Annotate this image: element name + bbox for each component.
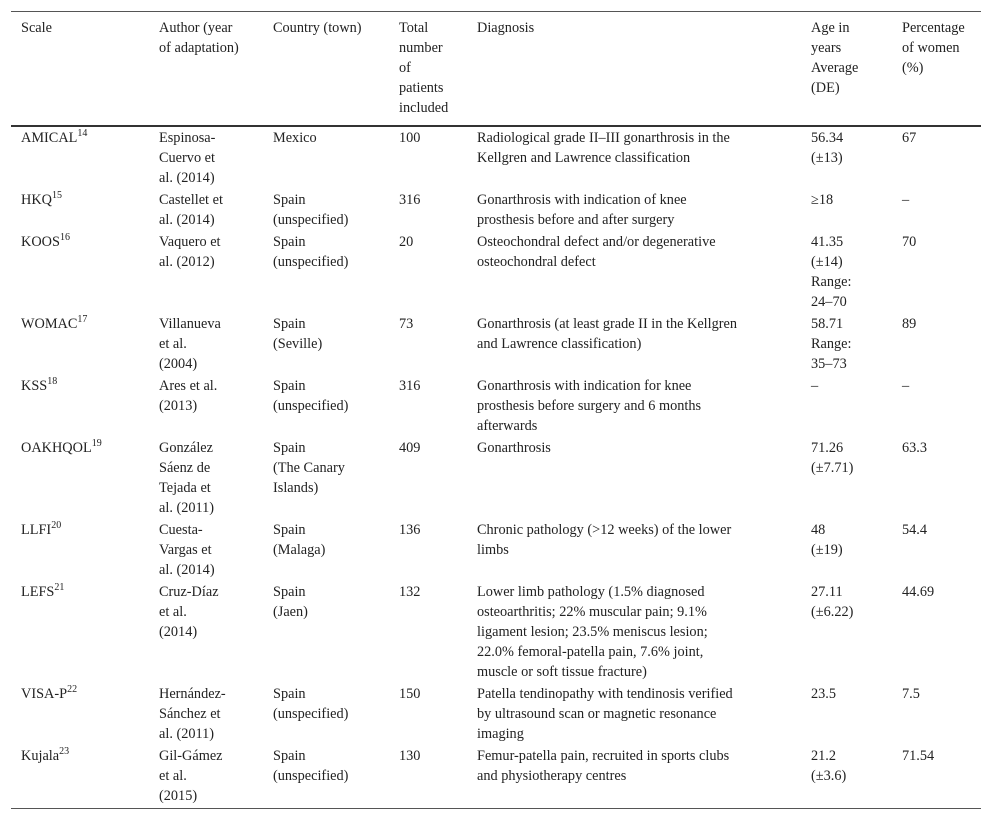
cell-line: 48 — [811, 522, 826, 538]
country-cell — [263, 374, 389, 436]
cell-line: (2015) — [159, 788, 198, 804]
reference-superscript: 14 — [77, 128, 88, 139]
cell-line: included — [399, 100, 449, 116]
age-cell — [801, 682, 892, 744]
cell-line: patients — [399, 80, 444, 96]
cell-line: Ares et al. — [159, 378, 218, 394]
scale-name: KOOS — [21, 234, 60, 250]
cell-line: (unspecified) — [273, 398, 349, 414]
reference-superscript: 20 — [51, 520, 62, 531]
scale-cell — [11, 312, 149, 374]
scale-cell — [11, 374, 149, 436]
diagnosis-cell — [467, 126, 801, 188]
cell-line: Range: — [811, 274, 852, 290]
cell-line: (Seville) — [273, 336, 323, 352]
header-diagnosis — [467, 12, 801, 127]
diagnosis-cell — [467, 436, 801, 518]
scale-name: LEFS — [21, 584, 55, 600]
country-cell — [263, 436, 389, 518]
total-cell: 20 — [399, 234, 414, 250]
cell-line: limbs — [477, 542, 509, 558]
scale-cell — [11, 682, 149, 744]
cell-line: Author (year — [159, 20, 233, 36]
country-cell — [263, 230, 389, 312]
header-author — [149, 12, 263, 127]
age-cell — [801, 580, 892, 682]
cell-line: al. (2014) — [159, 212, 215, 228]
diagnosis-cell — [467, 374, 801, 436]
cell-line: et al. — [159, 768, 187, 784]
header-women — [892, 12, 981, 127]
total-cell: 136 — [399, 522, 421, 538]
header-total — [389, 12, 467, 127]
cell-line: Gonarthrosis with indication for knee — [477, 378, 692, 394]
scale-name: Kujala — [21, 748, 60, 764]
country-cell — [263, 518, 389, 580]
cell-line: – — [811, 378, 819, 394]
cell-line: Diagnosis — [477, 20, 535, 36]
author-cell — [149, 312, 263, 374]
cell-line: Mexico — [273, 130, 317, 146]
cell-line: Osteochondral defect and/or degenerative — [477, 234, 716, 250]
age-cell — [801, 126, 892, 188]
cell-line: al. (2011) — [159, 726, 215, 742]
total-cell: 132 — [399, 584, 421, 600]
diagnosis-cell — [467, 312, 801, 374]
cell-line: number — [399, 40, 443, 56]
country-cell — [263, 580, 389, 682]
cell-line: Cuesta- — [159, 522, 203, 538]
cell-line: al. (2014) — [159, 170, 215, 186]
scale-cell — [11, 188, 149, 230]
total-cell: 150 — [399, 686, 421, 702]
cell-line: Gonarthrosis with indication of knee — [477, 192, 687, 208]
cell-line: 71.26 — [811, 440, 844, 456]
cell-line: (±13) — [811, 150, 843, 166]
reference-superscript: 21 — [54, 582, 65, 593]
cell-line: Sáenz de — [159, 460, 211, 476]
total-cell: 316 — [399, 192, 421, 208]
cell-line: 27.11 — [811, 584, 843, 600]
cell-line: (Malaga) — [273, 542, 326, 558]
scale-name: KSS — [21, 378, 48, 394]
cell-line: prosthesis before surgery and 6 months — [477, 398, 702, 414]
table-row — [11, 230, 981, 312]
diagnosis-cell — [467, 188, 801, 230]
cell-line: osteoarthritis; 22% muscular pain; 9.1% — [477, 604, 707, 620]
header-row — [11, 12, 981, 127]
cell-line: Gonarthrosis (at least grade II in the Kellgren — [477, 316, 738, 332]
table-row — [11, 682, 981, 744]
author-cell — [149, 126, 263, 188]
country-cell — [263, 744, 389, 809]
cell-line: of — [399, 60, 411, 76]
cell-line: Lower limb pathology (1.5% diagnosed — [477, 584, 705, 600]
diagnosis-cell — [467, 682, 801, 744]
women-cell: 7.5 — [902, 686, 920, 702]
women-cell: 44.69 — [902, 584, 935, 600]
cell-line: (unspecified) — [273, 706, 349, 722]
women-cell: 89 — [902, 316, 917, 332]
table-body — [11, 126, 981, 809]
cell-line: Spain — [273, 316, 306, 332]
cell-line: Gonarthrosis — [477, 440, 551, 456]
cell-line: al. (2014) — [159, 562, 215, 578]
total-cell: 100 — [399, 130, 421, 146]
cell-line: by ultrasound scan or magnetic resonance — [477, 706, 717, 722]
total-cell: 130 — [399, 748, 421, 764]
cell-line: Islands) — [273, 480, 319, 496]
cell-line: Total — [399, 20, 429, 36]
scale-name: HKQ — [21, 192, 52, 208]
reference-superscript: 19 — [91, 438, 102, 449]
table-row — [11, 312, 981, 374]
cell-line: Age in — [811, 20, 850, 36]
cell-line: Gil-Gámez — [159, 748, 223, 764]
age-cell — [801, 188, 892, 230]
scale-name: OAKHQOL — [21, 440, 92, 456]
scales-table — [11, 11, 981, 809]
cell-line: Country (town) — [273, 20, 362, 36]
reference-superscript: 18 — [47, 376, 58, 387]
cell-line: Sánchez et — [159, 706, 221, 722]
scale-cell — [11, 744, 149, 809]
header-age — [801, 12, 892, 127]
age-cell — [801, 374, 892, 436]
total-cell: 409 — [399, 440, 421, 456]
women-cell: – — [902, 378, 910, 394]
cell-line: and physiotherapy centres — [477, 768, 627, 784]
cell-line: years — [811, 40, 842, 56]
table-row — [11, 188, 981, 230]
cell-line: (2014) — [159, 624, 198, 640]
author-cell — [149, 374, 263, 436]
cell-line: Range: — [811, 336, 852, 352]
cell-line: 58.71 — [811, 316, 844, 332]
table-row — [11, 374, 981, 436]
table-row — [11, 744, 981, 809]
cell-line: et al. — [159, 336, 187, 352]
scale-name: LLFI — [21, 522, 52, 538]
cell-line: (Jaen) — [273, 604, 308, 620]
cell-line: Spain — [273, 522, 306, 538]
cell-line: afterwards — [477, 418, 538, 434]
cell-line: (unspecified) — [273, 768, 349, 784]
scale-name: WOMAC — [21, 316, 78, 332]
cell-line: Chronic pathology (>12 weeks) of the lower — [477, 522, 732, 538]
header-country — [263, 12, 389, 127]
age-cell — [801, 312, 892, 374]
women-cell: 70 — [902, 234, 917, 250]
cell-line: Radiological grade II–III gonarthrosis in the — [477, 130, 730, 146]
cell-line: and Lawrence classification) — [477, 336, 642, 352]
cell-line: Castellet et — [159, 192, 223, 208]
scale-name: VISA-P — [21, 686, 68, 702]
scale-cell — [11, 230, 149, 312]
diagnosis-cell — [467, 518, 801, 580]
cell-line: Spain — [273, 440, 306, 456]
cell-line: González — [159, 440, 213, 456]
cell-line: Spain — [273, 378, 306, 394]
reference-superscript: 23 — [59, 746, 70, 757]
cell-line: of women — [902, 40, 960, 56]
reference-superscript: 16 — [59, 232, 70, 243]
scale-name: AMICAL — [21, 130, 78, 146]
table-row — [11, 436, 981, 518]
diagnosis-cell — [467, 580, 801, 682]
cell-line: (The Canary — [273, 460, 345, 476]
author-cell — [149, 436, 263, 518]
country-cell — [263, 188, 389, 230]
cell-line: Average — [811, 60, 859, 76]
author-cell — [149, 518, 263, 580]
cell-line: 21.2 — [811, 748, 837, 764]
table-row — [11, 580, 981, 682]
women-cell: – — [902, 192, 910, 208]
cell-line: et al. — [159, 604, 187, 620]
cell-line: (DE) — [811, 80, 840, 96]
cell-line: Espinosa- — [159, 130, 216, 146]
country-cell — [263, 312, 389, 374]
cell-line: Spain — [273, 234, 306, 250]
cell-line: of adaptation) — [159, 40, 239, 56]
cell-line: Cuervo et — [159, 150, 215, 166]
reference-superscript: 15 — [51, 190, 62, 201]
reference-superscript: 22 — [67, 684, 78, 695]
cell-line: Cruz-Díaz — [159, 584, 219, 600]
cell-line: 41.35 — [811, 234, 844, 250]
cell-line: 56.34 — [811, 130, 844, 146]
cell-line: prosthesis before and after surgery — [477, 212, 675, 228]
scale-cell — [11, 436, 149, 518]
total-cell: 73 — [399, 316, 414, 332]
table-row — [11, 126, 981, 188]
cell-line: Patella tendinopathy with tendinosis verified — [477, 686, 733, 702]
cell-line: 24–70 — [811, 294, 847, 310]
scale-cell — [11, 126, 149, 188]
country-cell — [263, 682, 389, 744]
cell-line: (%) — [902, 60, 924, 76]
cell-line: (±19) — [811, 542, 843, 558]
cell-line: (unspecified) — [273, 212, 349, 228]
women-cell: 67 — [902, 130, 917, 146]
cell-line: Percentage — [902, 20, 965, 36]
cell-line: (±6.22) — [811, 604, 854, 620]
reference-superscript: 17 — [77, 314, 88, 325]
cell-line: (±14) — [811, 254, 843, 270]
age-cell — [801, 436, 892, 518]
cell-line: Kellgren and Lawrence classification — [477, 150, 691, 166]
cell-line: Spain — [273, 686, 306, 702]
cell-line: al. (2012) — [159, 254, 215, 270]
cell-line: (unspecified) — [273, 254, 349, 270]
cell-line: 35–73 — [811, 356, 847, 372]
cell-line: (±3.6) — [811, 768, 847, 784]
age-cell — [801, 518, 892, 580]
cell-line: Hernández- — [159, 686, 226, 702]
cell-line: imaging — [477, 726, 524, 742]
total-cell: 316 — [399, 378, 421, 394]
author-cell — [149, 744, 263, 809]
women-cell: 54.4 — [902, 522, 928, 538]
scale-cell — [11, 518, 149, 580]
cell-line: al. (2011) — [159, 500, 215, 516]
women-cell: 63.3 — [902, 440, 928, 456]
author-cell — [149, 682, 263, 744]
diagnosis-cell — [467, 744, 801, 809]
author-cell — [149, 230, 263, 312]
cell-line: Spain — [273, 748, 306, 764]
scale-cell — [11, 580, 149, 682]
cell-line: ligament lesion; 23.5% meniscus lesion; — [477, 624, 708, 640]
diagnosis-cell — [467, 230, 801, 312]
author-cell — [149, 580, 263, 682]
table-row — [11, 518, 981, 580]
cell-line: Vargas et — [159, 542, 212, 558]
cell-line: (±7.71) — [811, 460, 854, 476]
cell-line: muscle or soft tissue fracture) — [477, 664, 647, 680]
cell-line: ≥18 — [811, 192, 834, 208]
cell-line: Tejada et — [159, 480, 211, 496]
author-cell — [149, 188, 263, 230]
cell-line: 23.5 — [811, 686, 837, 702]
age-cell — [801, 230, 892, 312]
cell-line: (2013) — [159, 398, 198, 414]
header-scale — [11, 12, 149, 127]
cell-line: Scale — [21, 20, 52, 36]
women-cell: 71.54 — [902, 748, 935, 764]
age-cell — [801, 744, 892, 809]
cell-line: Villanueva — [159, 316, 221, 332]
cell-line: Vaquero et — [159, 234, 221, 250]
cell-line: Spain — [273, 584, 306, 600]
cell-line: osteochondral defect — [477, 254, 596, 270]
country-cell — [263, 126, 389, 188]
cell-line: (2004) — [159, 356, 198, 372]
cell-line: Spain — [273, 192, 306, 208]
cell-line: Femur-patella pain, recruited in sports clubs — [477, 748, 730, 764]
cell-line: 22.0% femoral-patella pain, 7.6% joint, — [477, 644, 704, 660]
